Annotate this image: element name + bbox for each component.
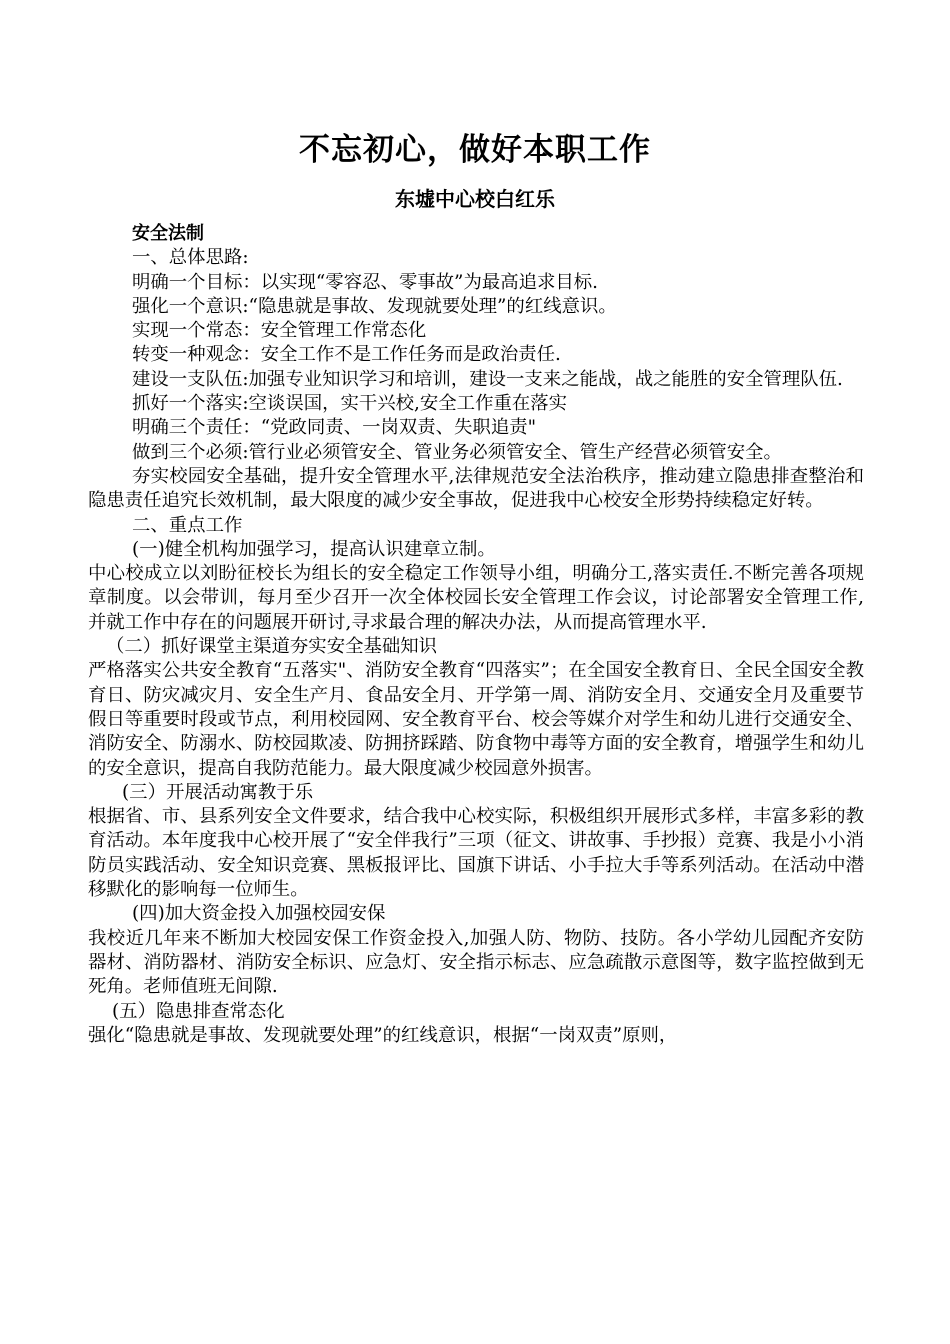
- paragraph: 中心校成立以刘盼征校长为组长的安全稳定工作领导小组，明确分工,落实责任.不断完善各项规章制度。以会带训，每月至少召开一次全体校园长安全管理工作会议，讨论部署安全管理工作,并就工作中存在的问题展开研讨,寻求最合理的解决办法，从而提高管理水平.: [88, 563, 864, 633]
- paragraph: 强化一个意识:“隐患就是事故、发现就要处理”的红线意识。: [132, 295, 617, 317]
- document-body: [88, 222, 864, 1048]
- subheading-item-1: (一)健全机构加强学习，提高认识建章立制。: [132, 538, 496, 560]
- document-title: 不忘初心，做好本职工作: [299, 132, 651, 168]
- paragraph: 转变一种观念：安全工作不是工作任务而是政治责任.: [132, 344, 561, 366]
- paragraph: 根据省、市、县系列安全文件要求，结合我中心校实际，积极组织开展形式多样，丰富多彩的教育活动。本年度我中心校开展了“安全伴我行”三项（征文、讲故事、手抄报）竞赛、我是小小消防员实践活动、安全知识竞赛、黑板报评比、国旗下讲话、小手拉大手等系列活动。在活动中潜移默化的影响每一位师生。: [88, 806, 864, 901]
- subheading-key-work: 二、重点工作: [132, 514, 243, 536]
- section-heading-safety-law: 安全法制: [132, 223, 204, 244]
- paragraph: 建设一支队伍:加强专业知识学习和培训，建设一支来之能战，战之能胜的安全管理队伍.: [132, 368, 843, 390]
- paragraph: 做到三个必须:管行业必须管安全、管业务必须管安全、管生产经营必须管安全。: [132, 441, 782, 463]
- author-line: 东墟中心校白红乐: [395, 187, 555, 211]
- subheading-item-2: （二）抓好课堂主渠道夯实安全基础知识: [106, 636, 438, 658]
- subheading-item-4: (四)加大资金投入加强校园安保: [132, 903, 386, 925]
- subheading-item-3: (三）开展活动寓教于乐: [122, 781, 314, 803]
- paragraph: 明确三个责任：“党政同责、一岗双责、失职追责": [132, 417, 537, 439]
- subheading-item-5: (五）隐患排查常态化: [112, 1000, 285, 1022]
- paragraph: 强化“隐患就是事故、发现就要处理”的红线意识，根据“一岗双责”原则，: [88, 1024, 678, 1046]
- paragraph: 我校近几年来不断加大校园安保工作资金投入,加强人防、物防、技防。各小学幼儿园配齐安防器材、消防器材、消防安全标识、应急灯、安全指示标志、应急疏散示意图等，数字监控做到无死角。老师值班无间隙.: [88, 927, 864, 998]
- paragraph: 实现一个常态：安全管理工作常态化: [132, 320, 427, 342]
- paragraph: 严格落实公共安全教育“五落实"、消防安全教育“四落实”；在全国安全教育日、全民全国安全教育日、防灾减灾月、安全生产月、食品安全月、开学第一周、消防安全月、交通安全月及重要节假日等重要时段或节点，利用校园网、安全教育平台、校会等媒介对学生和幼儿进行交通安全、消防安全、防溺水、防校园欺凌、防拥挤踩踏、防食物中毒等方面的安全教育，增强学生和幼儿的安全意识，提高自我防范能力。最大限度减少校园意外损害。: [88, 660, 864, 779]
- paragraph: 夯实校园安全基础，提升安全管理水平,法律规范安全法治秩序，推动建立隐患排查整治和隐患责任追究长效机制，最大限度的减少安全事故，促进我中心校安全形势持续稳定好转。: [88, 465, 864, 512]
- paragraph: 抓好一个落实:空谈误国，实干兴校,安全工作重在落实: [132, 393, 568, 415]
- paragraph: 明确一个目标：以实现“零容忍、零事故”为最高追求目标.: [132, 271, 599, 293]
- subheading-overall-approach: 一、总体思路:: [132, 247, 249, 269]
